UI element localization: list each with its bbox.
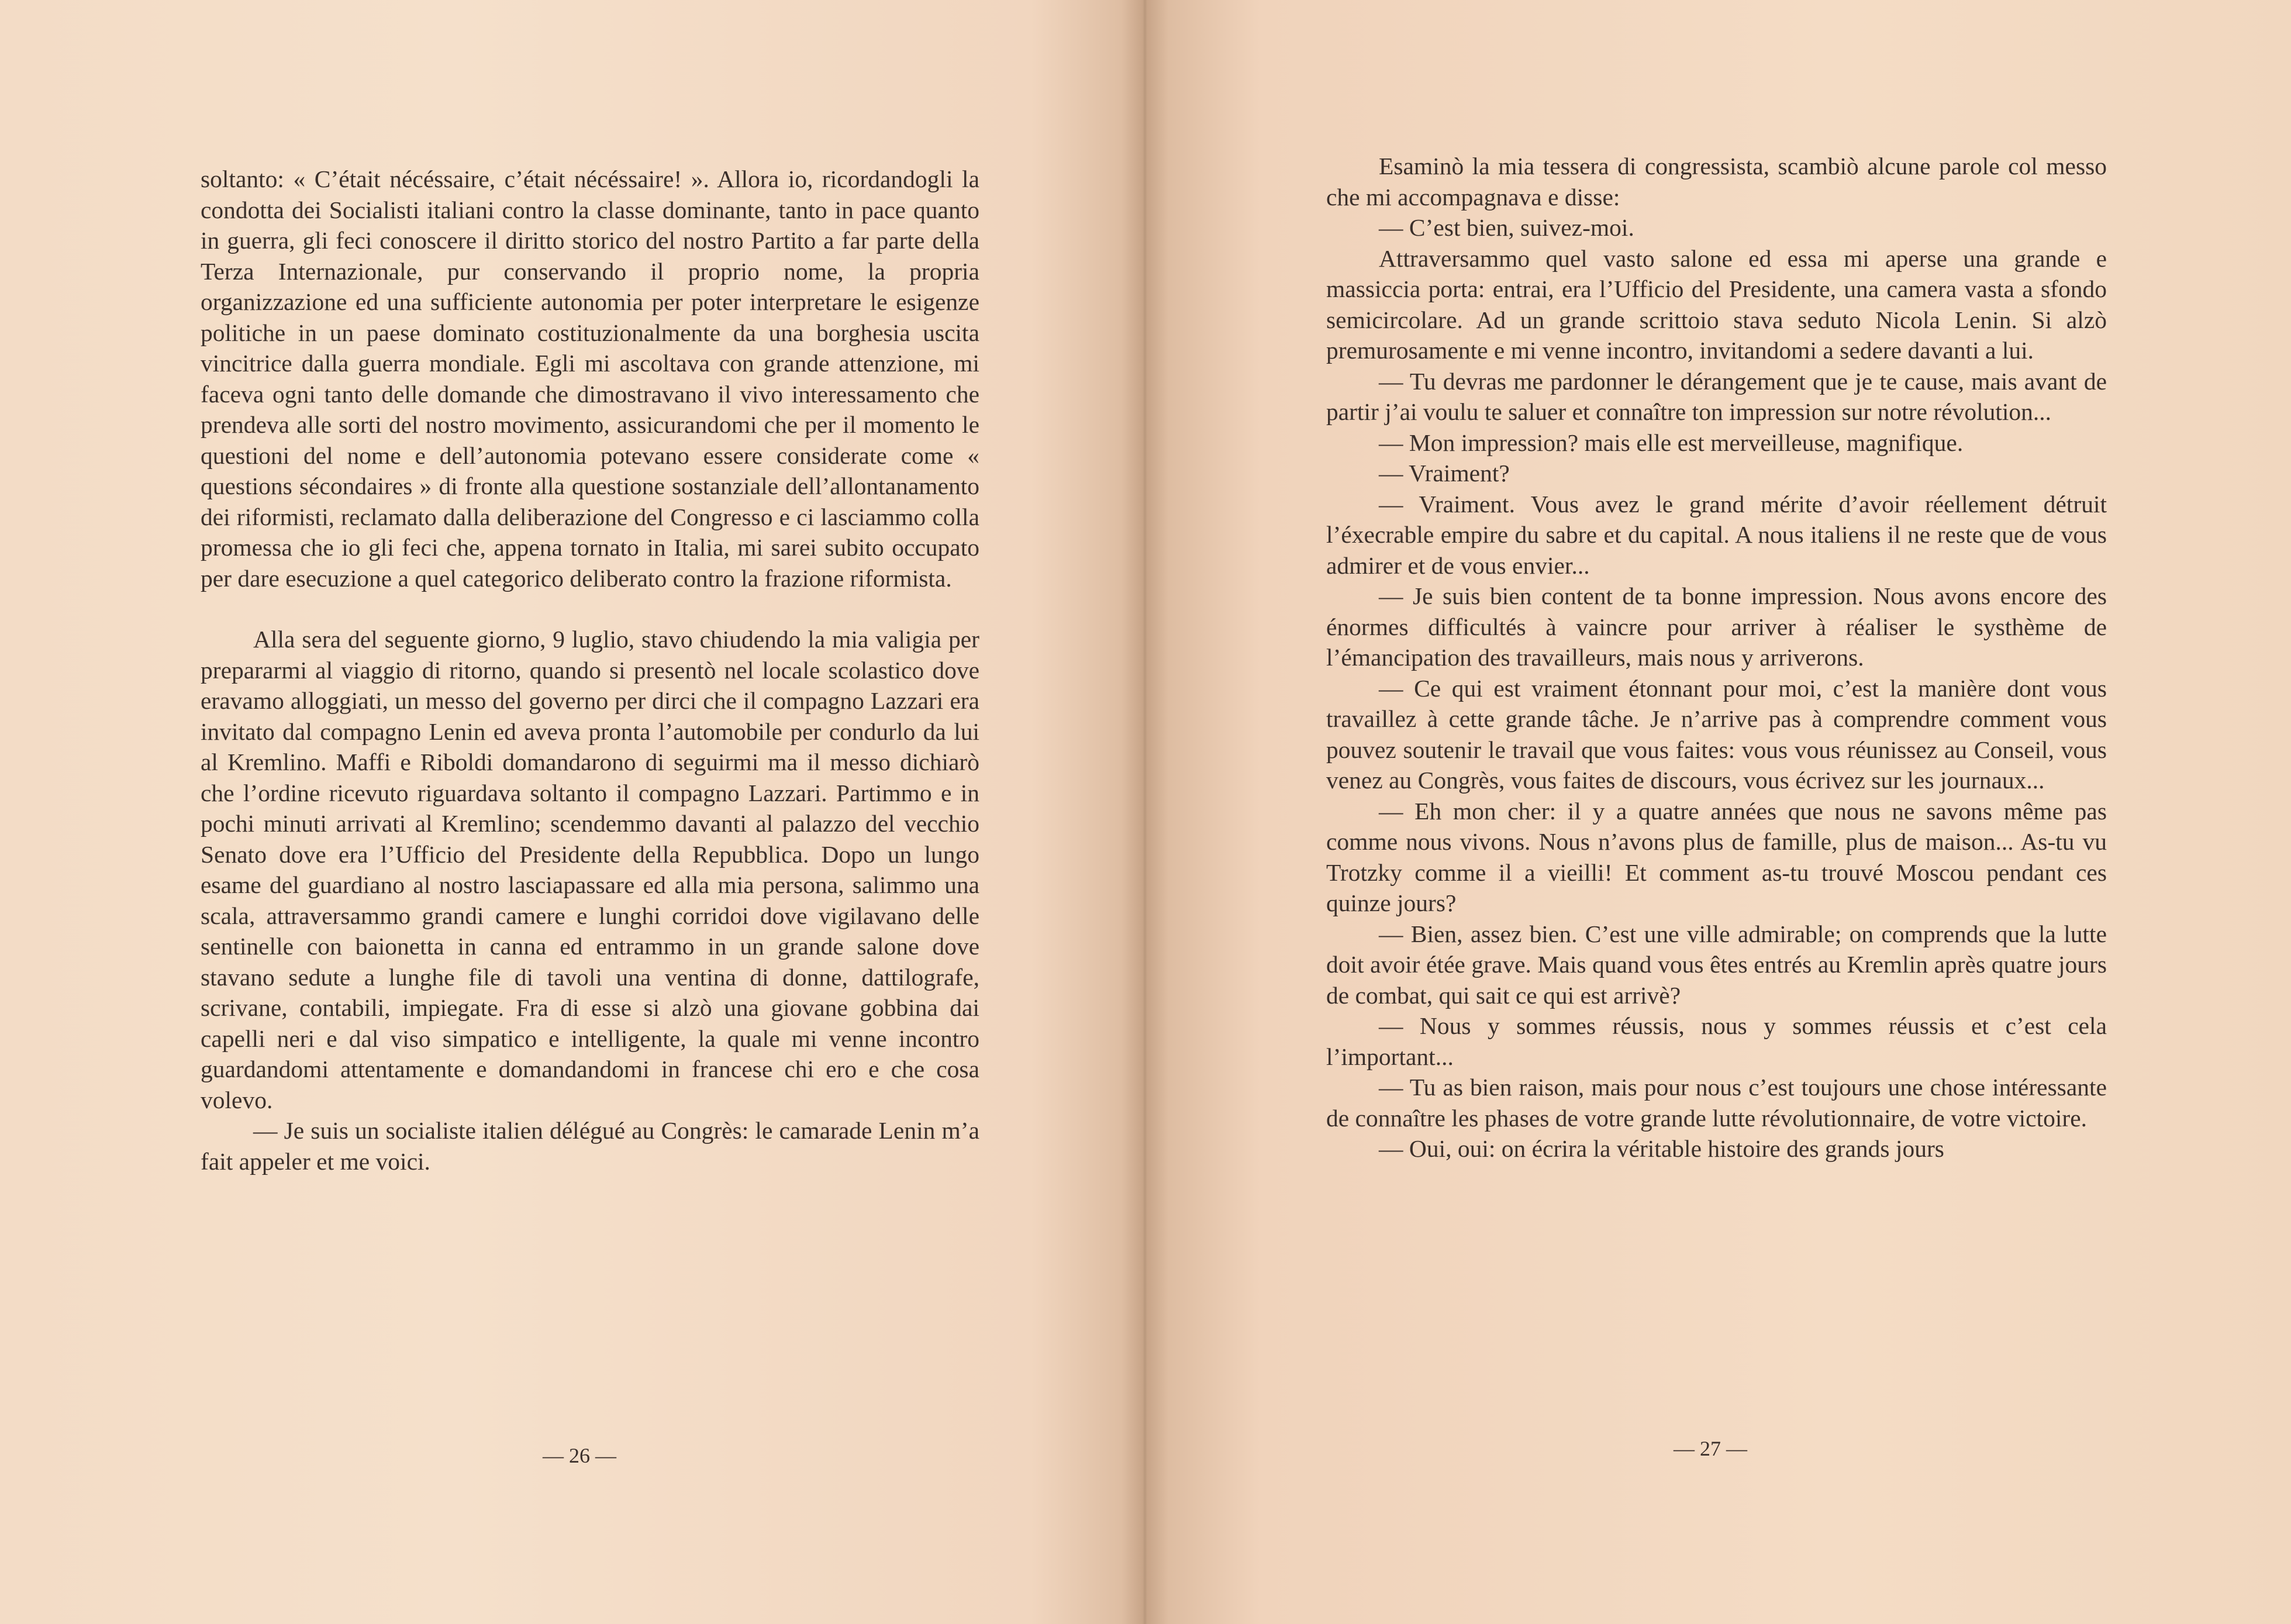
right-page-text xyxy=(1326,151,2107,1164)
paragraph: — Vraiment? xyxy=(1379,460,1510,487)
paragraph: — Vraiment. Vous avez le grand mérite d’avoir réellement détruit l’éxecrable empire du sabre et du capital. A nous italiens il ne reste que de vous admirer et de vous envier... xyxy=(1326,490,2107,579)
paragraph: — C’est bien, suivez-moi. xyxy=(1379,214,1634,241)
paragraph: Attraversammo quel vasto salone ed essa mi aperse una grande e massiccia porta: entrai, era l’Ufficio del Presidente, una camera vasta a sfondo semicircolare. Ad un grande scrittoio stava seduto Nicola Lenin. Si alzò premurosamente e mi venne incontro, invitandomi a sedere davanti a lui. xyxy=(1326,244,2107,364)
paragraph: Esaminò la mia tessera di congressista, scambiò alcune parole col messo che mi accompagnava e disse: xyxy=(1326,153,2107,211)
paragraph: Alla sera del seguente giorno, 9 luglio, stavo chiudendo la mia valigia per prepararmi al viaggio di ritorno, quando si presentò nel locale scolastico dove eravamo alloggiati, un messo del governo per dirci che il compagno Lazzari era invitato dal compagno Lenin ed aveva pronta l’automobile per condurlo da lui al Kremlino. Maffi e Riboldi domandarono di seguirmi ma il messo dichiarò che l’ordine ricevuto riguardava soltanto il compagno Lazzari. Partimmo e in pochi minuti arrivati al Kremlino; scendemmo davanti al palazzo del vecchio Senato dove era l’Ufficio del Presidente della Repubblica. Dopo un lungo esame del guardiano al nostro lasciapassare ed alla mia persona, salimmo una scala, attraversammo grandi camere e lunghi corridoi dove vigilavano delle sentinelle con baionetta in canna ed entrammo in un grande salone dove stavano sedute a lunghe file di tavoli una ventina di donne, dattilografe, scrivane, contabili, impiegate. Fra di esse si alzò una giovane gobbina dai capelli neri e dal viso simpatico e intelligente, la quale mi venne incontro guardandomi attentamente e domandandomi in francese chi ero e che cosa volevo. xyxy=(201,626,979,1113)
paragraph: — Tu devras me pardonner le dérangement que je te cause, mais avant de partir j’ai voulu te saluer et connaître ton impression sur notre révolution... xyxy=(1326,367,2107,425)
paragraph: — Oui, oui: on écrira la véritable histoire des grands jours xyxy=(1379,1135,1944,1162)
paragraph: — Bien, assez bien. C’est une ville admirable; on comprends que la lutte doit avoir étée grave. Mais quand vous êtes entrés au Kremlin après quatre jours de combat, qui sait ce qui est arrivè? xyxy=(1326,920,2107,1009)
paragraph: — Je suis bien content de ta bonne impression. Nous avons encore des énormes difficultés à vaincre pour arriver à réaliser le systhème de l’émancipation des travailleurs, mais nous y arriverons. xyxy=(1326,582,2107,671)
paragraph: — Je suis un socialiste italien délégué au Congrès: le camarade Lenin m’a fait appeler et me voici. xyxy=(201,1117,979,1175)
left-page xyxy=(0,0,1145,1624)
paragraph: — Nous y sommes réussis, nous y sommes réussis et c’est cela l’important... xyxy=(1326,1012,2107,1070)
paragraph: — Tu as bien raison, mais pour nous c’est toujours une chose intéressante de connaître les phases de votre grande lutte révolutionnaire, de votre victoire. xyxy=(1326,1074,2107,1132)
paragraph: — Ce qui est vraiment étonnant pour moi, c’est la manière dont vous travaillez à cette grande tâche. Je n’arrive pas à comprendre comment vous pouvez soutenir le travail que vous faites: vous vous réunissez au Conseil, vous venez au Congrès, vous faites de discours, vous écrivez sur les journaux... xyxy=(1326,674,2107,794)
paragraph: — Eh mon cher: il y a quatre années que nous ne savons même pas comme nous vivons. Nous n’avons plus de famille, plus de maison... As-tu vu Trotzky comme il a vieilli! Et comment as-tu trouvé Moscou pendant ces quinze jours? xyxy=(1326,797,2107,916)
paragraph: — Mon impression? mais elle est merveilleuse, magnifique. xyxy=(1379,429,1964,456)
page-number: — 27 — xyxy=(1674,1437,1747,1460)
left-page-text xyxy=(201,164,979,1177)
page-number: — 26 — xyxy=(543,1444,616,1467)
paragraph: soltanto: « C’était nécéssaire, c’était nécéssaire! ». Allora io, ricordandogli la condotta dei Socialisti italiani contro la classe dominante, tanto in pace quanto in guerra, gli feci conoscere il diritto storico del nostro Partito a far parte della Terza Internazionale, pur conservando il proprio nome, la propria organizzazione ed una sufficiente autonomia per poter interpretare le esigenze politiche in un paese dominato costituzionalmente da una borghesia uscita vincitrice dalla guerra mondiale. Egli mi ascoltava con grande attenzione, mi faceva ogni tanto delle domande che dimostravano il vivo interessamento che prendeva alle sorti del nostro movimento, assicurandomi che per il momento le questioni del nome e dell’autonomia potevano essere considerate come « questions sécondaires » di fronte alla questione sostanziale dell’allontanamento dei riformisti, reclamato dalla deliberazione del Congresso e ci lasciammo colla promessa che io gli feci che, appena tornato in Italia, mi sarei subito occupato per dare esecuzione a quel categorico deliberato contro la frazione riformista. xyxy=(201,165,979,592)
